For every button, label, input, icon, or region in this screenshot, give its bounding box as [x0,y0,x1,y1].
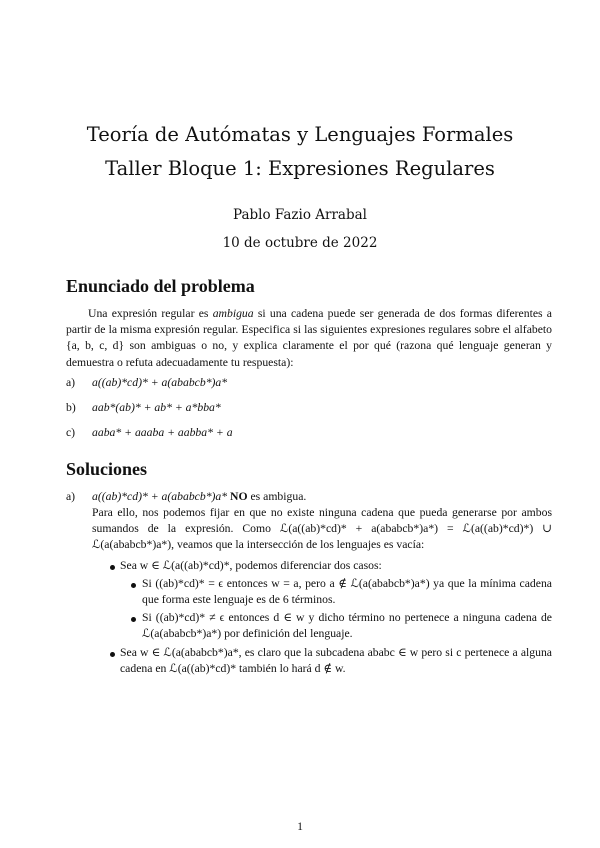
item-marker: a) [66,376,76,389]
bullet-substring-argument: Sea w ∈ ℒ(a(ababcb*)a*, es claro que la subcadena ababc ∈ w pero si c pertenece a alguna cadena en ℒ(a((ab)*cd)* también lo hará d ∉ w. [120,646,552,676]
solution-verdict-rest: es ambigua. [247,490,307,503]
bullet-icon [110,565,115,570]
problem-item-b [66,400,556,416]
intro-emphasis: ambigua [212,307,254,320]
bullet-icon [131,583,136,588]
solution-a-explanation: Para ello, nos podemos fijar en que no existe ninguna cadena que pueda generarse por ambos sumandos de la expresión. Como ℒ(a((ab)*cd)* + a(ababcb*)a*) = ℒ(a((ab)*cd)*) ∪ ℒ(a(ababcb*)a*), veamos que la intersección de los lenguajes es vacía: [92,506,552,552]
solution-marker: a) [66,490,76,503]
bullet-icon [131,617,136,622]
bullet-case-analysis: Sea w ∈ ℒ(a((ab)*cd)*, podemos diferenciar dos casos: [120,559,382,572]
item-expression: aaba* + aaaba + aabba* + a [92,426,233,439]
course-title: Teoría de Autómatas y Lenguajes Formales [86,123,514,146]
item-marker: c) [66,426,76,439]
problem-heading: Enunciado del problema [66,276,255,296]
solution-a-header [66,489,556,505]
item-marker: b) [66,401,76,414]
solution-verdict: NO [230,490,248,503]
item-expression: aab*(ab)* + ab* + a*bba* [92,401,221,414]
intro-text-after: si una cadena puede ser generada de dos formas diferentes a partir de la misma expresión regular. Especifica si las siguientes expresiones regulares sobre el alfabeto {a, b, c, d} son ambiguas o no, y explica claramente el por qué (razona qué lenguaje generan y demuestra o refuta adecuadamente tu respuesta): [66,307,552,369]
subbullet-nonempty-case: Si ((ab)*cd)* ≠ ϵ entonces d ∈ w y dicho término no pertenece a ninguna cadena de ℒ(a(ababcb*)a*) por definición del lenguaje. [142,611,552,641]
document-date: 10 de octubre de 2022 [222,235,378,251]
author-name: Pablo Fazio Arrabal [233,207,367,223]
intro-text-before: Una expresión regular es [88,307,213,320]
title-block [0,118,600,252]
problem-item-a [66,375,556,391]
page-number: 1 [297,820,303,833]
bullet-icon [110,652,115,657]
problem-intro [66,306,552,371]
solutions-heading: Soluciones [66,459,148,479]
item-expression: a((ab)*cd)* + a(ababcb*)a* [92,376,228,389]
problem-item-c [66,425,556,441]
solution-expression: a((ab)*cd)* + a(ababcb*)a* [92,490,228,503]
assignment-title: Taller Bloque 1: Expresiones Regulares [105,157,495,180]
subbullet-empty-case: Si ((ab)*cd)* = ϵ entonces w = a, pero a ∉ ℒ(a(ababcb*)a*) ya que la mínima cadena que forma este lenguaje es de 6 términos. [142,577,552,607]
